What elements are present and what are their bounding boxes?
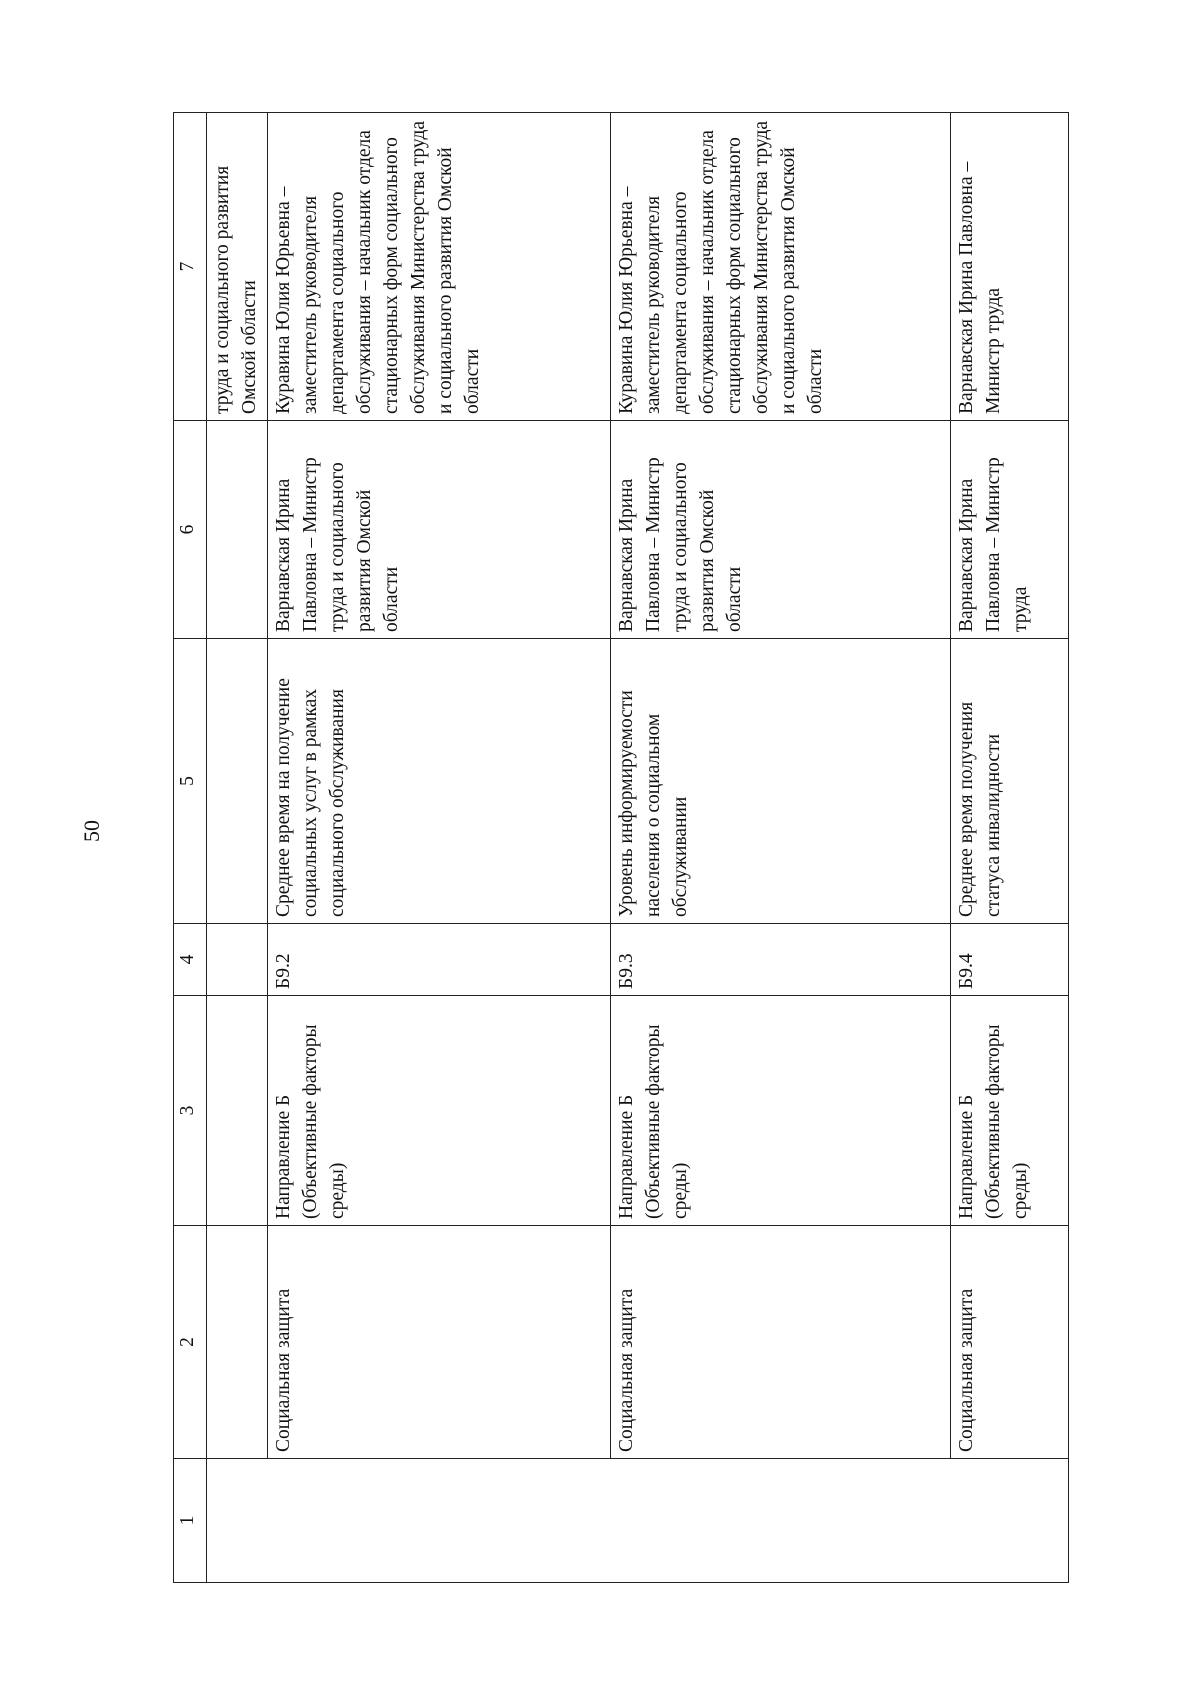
row-2-direction: Направление Б (Объективные факторы среды) bbox=[611, 996, 951, 1226]
row-3-indicator: Среднее время получения статуса инвалидности bbox=[951, 639, 1069, 924]
row-1-indicator: Среднее время на получение социальных услуг в рамках социального обслуживания bbox=[268, 639, 611, 924]
cont-col-6 bbox=[207, 421, 268, 639]
row-1-executor: Куравина Юлия Юрьевна – заместитель руководителя департамента социального обслуживания – начальник отдела стационарных форм социального обслуживания Министерства труда и социального развития Омской области bbox=[268, 113, 611, 421]
row-1-code: Б9.2 bbox=[268, 924, 611, 996]
row-2-responsible: Варнавская Ирина Павловна – Министр труда и социального развития Омской области bbox=[611, 421, 951, 639]
header-col-2: 2 bbox=[174, 1226, 207, 1459]
row-2-col-1 bbox=[611, 1459, 951, 1583]
row-3-direction: Направление Б (Объективные факторы среды) bbox=[951, 996, 1069, 1226]
header-col-6: 6 bbox=[174, 421, 207, 639]
table-row bbox=[268, 113, 611, 1583]
row-2-indicator: Уровень информируемости населения о социальном обслуживании bbox=[611, 639, 951, 924]
cont-col-2 bbox=[207, 1226, 268, 1459]
row-2-executor: Куравина Юлия Юрьевна – заместитель руководителя департамента социального обслуживания – начальник отдела стационарных форм социального обслуживания Министерства труда и социального развития Омской области bbox=[611, 113, 951, 421]
cont-col-1 bbox=[207, 1459, 268, 1583]
row-3-code: Б9.4 bbox=[951, 924, 1069, 996]
header-col-1: 1 bbox=[174, 1459, 207, 1583]
row-1-sphere: Социальная защита bbox=[268, 1226, 611, 1459]
row-1-responsible: Варнавская Ирина Павловна – Министр труда и социального развития Омской области bbox=[268, 421, 611, 639]
cont-col-4 bbox=[207, 924, 268, 996]
row-2-code: Б9.3 bbox=[611, 924, 951, 996]
header-row bbox=[174, 113, 207, 1583]
table-row bbox=[611, 113, 951, 1583]
row-3-executor: Варнавская Ирина Павловна – Министр труда bbox=[951, 113, 1069, 421]
cont-col-3 bbox=[207, 996, 268, 1226]
rotated-table-wrapper bbox=[173, 113, 1093, 1583]
row-2-sphere: Социальная защита bbox=[611, 1226, 951, 1459]
header-col-5: 5 bbox=[174, 639, 207, 924]
row-3-sphere: Социальная защита bbox=[951, 1226, 1069, 1459]
row-1-col-1 bbox=[268, 1459, 611, 1583]
row-1-direction: Направление Б (Объективные факторы среды) bbox=[268, 996, 611, 1226]
row-3-col-1 bbox=[951, 1459, 1069, 1583]
indicators-table bbox=[173, 112, 1069, 1583]
row-3-responsible: Варнавская Ирина Павловна – Министр труда bbox=[951, 421, 1069, 639]
cont-col-5 bbox=[207, 639, 268, 924]
continuation-row bbox=[207, 113, 268, 1583]
header-col-7: 7 bbox=[174, 113, 207, 421]
cont-col-7: труда и социального развития Омской области bbox=[207, 113, 268, 421]
header-col-4: 4 bbox=[174, 924, 207, 996]
page-number-text: 50 bbox=[79, 820, 104, 842]
table-row bbox=[951, 113, 1069, 1583]
header-col-3: 3 bbox=[174, 996, 207, 1226]
